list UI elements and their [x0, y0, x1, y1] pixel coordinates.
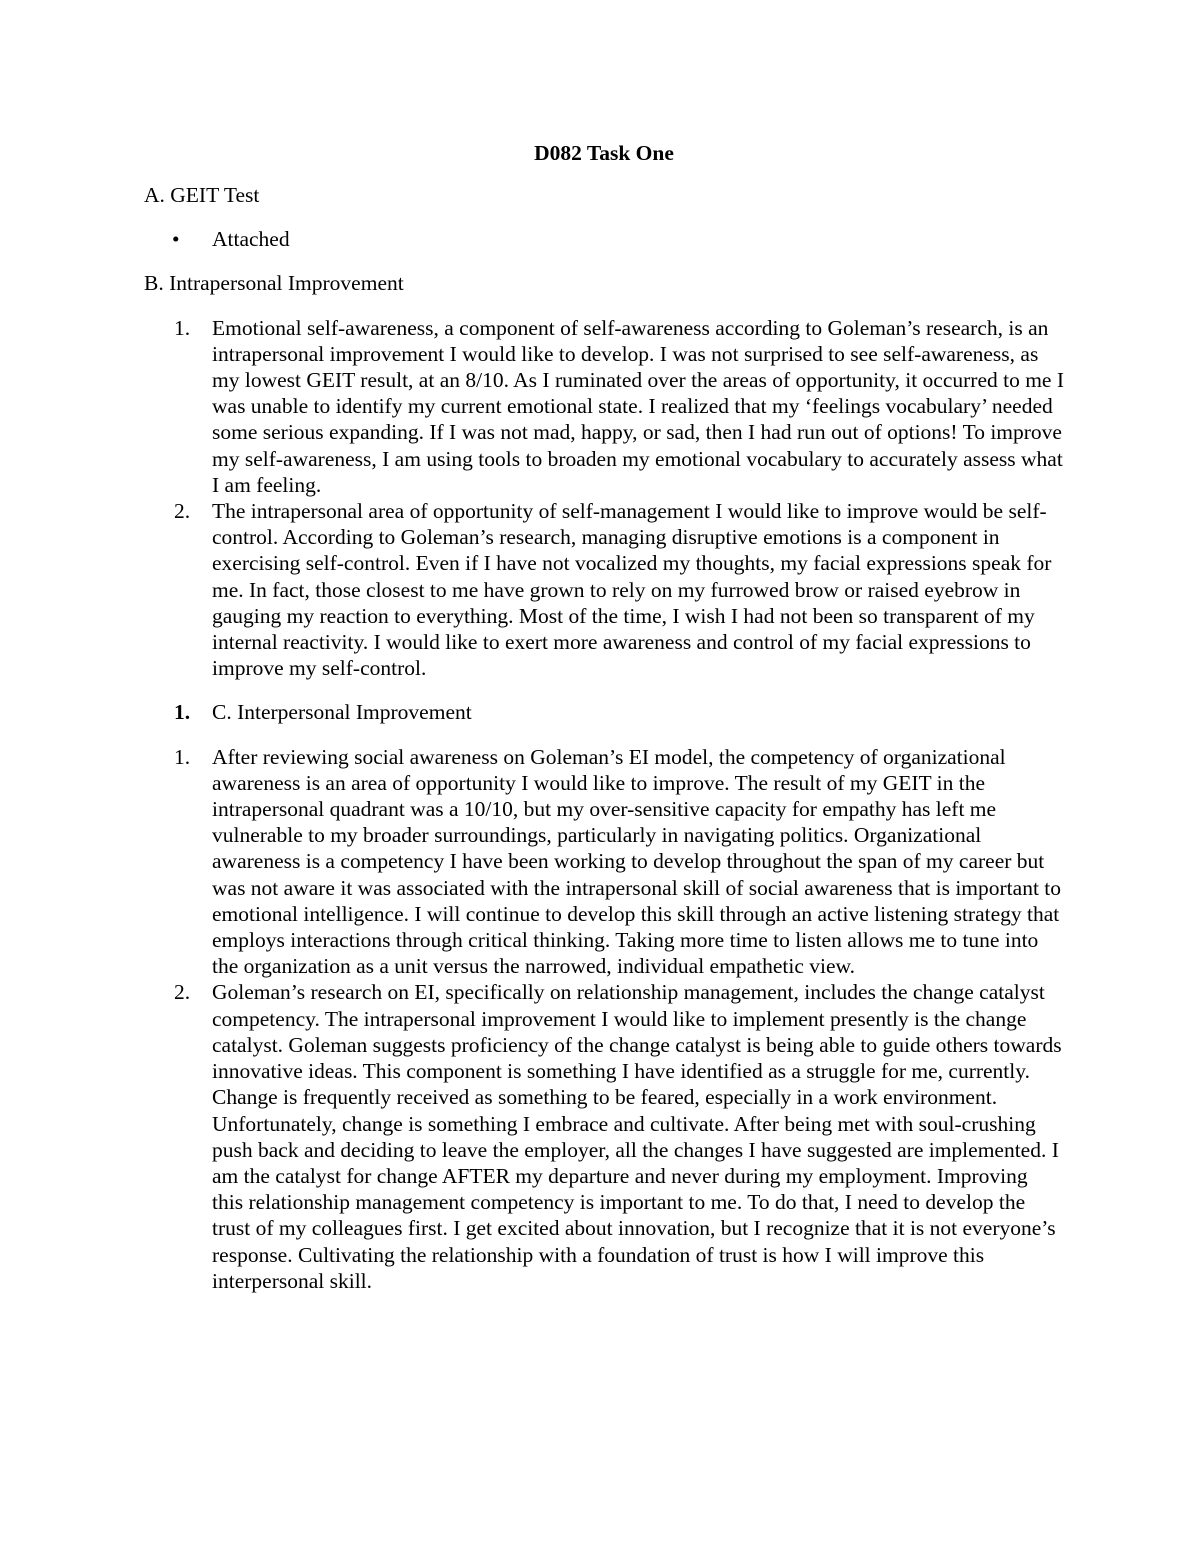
section-c-list — [144, 744, 1064, 1294]
list-item — [144, 498, 1064, 681]
list-item — [144, 315, 1064, 498]
list-item-number: 2. — [174, 499, 191, 524]
section-c-number: 1. — [174, 700, 191, 725]
document-title: D082 Task One — [534, 141, 674, 165]
list-item-number: 2. — [174, 980, 191, 1005]
list-item-text: Goleman’s research on EI, specifically on relationship management, includes the change catalyst competency. The intrapersonal improvement I would like to implement presently is the change catalyst. Goleman suggests proficiency of the change catalyst is being able to guide others towards innovative ideas. This component is something I have identified as a struggle for me, currently. Change is frequently received as something to be feared, especially in a work environment. Unfortunately, change is something I embrace and cultivate. After being met with soul-crushing push back and deciding to leave the employer, all the changes I have suggested are implemented. I am the catalyst for change AFTER my departure and never during my employment. Improving this relationship management competency is important to me. To do that, I need to develop the trust of my colleagues first. I get excited about innovation, but I recognize that it is not everyone’s response. Cultivating the relationship with a foundation of trust is how I will improve this interpersonal skill. — [212, 980, 1062, 1293]
list-item — [144, 226, 1064, 252]
list-item-number: 1. — [174, 744, 191, 769]
section-a-heading: A. GEIT Test — [144, 183, 260, 207]
section-a-list — [144, 226, 1064, 252]
document-body — [144, 140, 1064, 1312]
list-item-number: 1. — [174, 315, 191, 340]
list-item-text: Attached — [212, 227, 290, 252]
list-item — [144, 744, 1064, 980]
list-item-text: After reviewing social awareness on Goleman’s EI model, the competency of organizational awareness is an area of opportunity I would like to improve. The result of my GEIT in the intrapersonal quadrant was a 10/10, but my over-sensitive capacity for empathy has left me vulnerable to my broader surroundings, particularly in navigating politics. Organizational awareness is a competency I have been working to develop throughout the span of my career but was not aware it was associated with the intrapersonal skill of social awareness that is important to emotional intelligence. I will continue to develop this skill through an active listening strategy that employs interactions through critical thinking. Taking more time to listen allows me to tune into the organization as a unit versus the narrowed, individual empathetic view. — [212, 744, 1062, 979]
section-b-heading: B. Intrapersonal Improvement — [144, 271, 404, 296]
section-b-list — [144, 315, 1064, 682]
bullet-icon: • — [172, 227, 180, 252]
list-item-text: The intrapersonal area of opportunity of self-management I would like to improve would be self-control. According to Goleman’s research, managing disruptive emotions is a component in exercising self-control. Even if I have not vocalized my thoughts, my facial expressions speak for me. In fact, those closest to me have grown to rely on my furrowed brow or raised eyebrow in gauging my reaction to everything. Most of the time, I wish I had not been so transparent of my internal reactivity. I would like to exert more awareness and control of my facial expressions to improve my self-control. — [212, 499, 1052, 681]
section-c-heading: C. Interpersonal Improvement — [212, 700, 472, 725]
list-item-text: Emotional self-awareness, a component of self-awareness according to Goleman’s research, is an intrapersonal improvement I would like to develop. I was not surprised to see self-awareness, as my lowest GEIT result, at an 8/10. As I ruminated over the areas of opportunity, it occurred to me I was unable to identify my current emotional state. I realized that my ‘feelings vocabulary’ needed some serious expanding. If I was not mad, happy, or sad, then I had run out of options! To improve my self-awareness, I am using tools to broaden my emotional vocabulary to accurately assess what I am feeling. — [212, 315, 1065, 497]
list-item — [144, 979, 1064, 1293]
section-c-heading-row — [144, 699, 1064, 725]
